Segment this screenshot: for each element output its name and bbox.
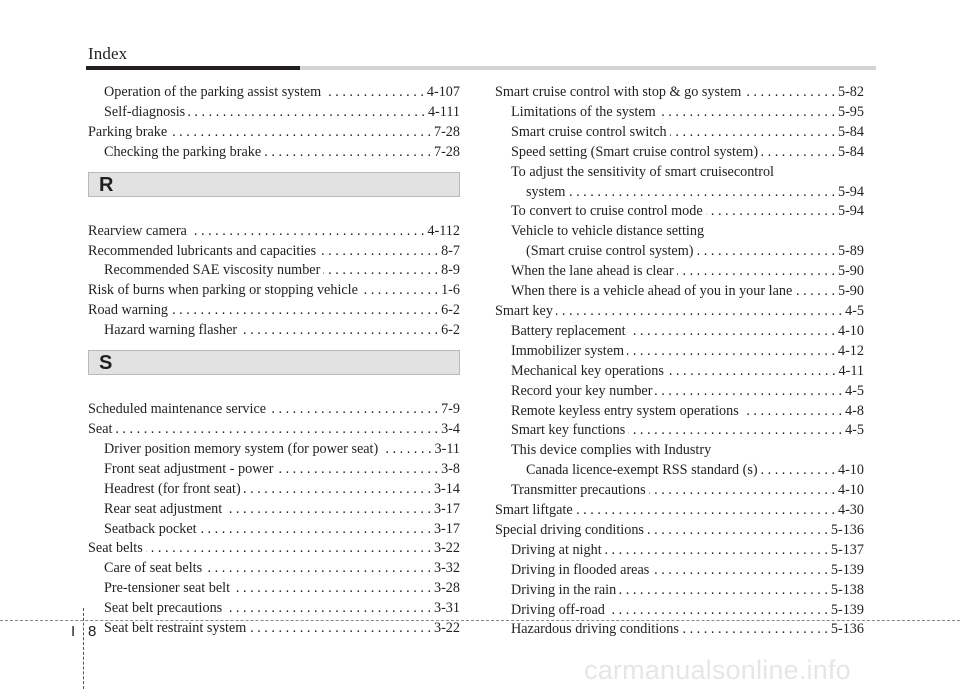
index-entry-page: 5-90 [837,263,864,280]
index-entry [495,402,864,422]
dot-leader [682,620,828,640]
dot-leader [761,143,835,163]
index-entry-text: Recommended SAE viscosity number [104,262,321,279]
dot-leader [761,461,835,481]
index-entry-text: Recommended lubricants and capacities [88,242,317,259]
dot-leader [146,539,431,559]
index-entry-text: (Smart cruise control system) [526,243,694,260]
index-entry-page: 4-10 [837,482,864,499]
index-entry-continued: To adjust the sensitivity of smart cruisecontrol [511,163,775,180]
index-entry [495,282,864,302]
index-entry-page: 7-28 [433,123,460,140]
index-entry-text: Transmitter precautions [511,482,646,499]
dot-leader [324,83,424,103]
section-letter-header [88,172,460,197]
index-entry-text: Self-diagnosis [104,103,186,120]
index-entry [88,400,460,420]
dot-leader [556,302,842,322]
index-entry [88,321,460,341]
dot-leader [608,601,828,621]
index-entry [495,421,864,441]
dot-leader [225,599,431,619]
index-entry [495,461,864,481]
index-entry-text: Pre-tensioner seat belt [104,580,231,597]
dot-leader [361,281,438,301]
index-entry-text: Battery replacement [511,322,626,339]
section-letter-header [88,350,460,375]
index-entry [495,302,864,322]
index-entry [495,123,864,143]
footer-divider-horizontal [0,620,960,621]
dot-leader [744,83,835,103]
index-entry-text: Driving off-road [511,601,605,618]
index-entry-text: Driving in the rain [511,581,617,598]
section-letter: R [99,173,114,196]
index-entry-page: 5-94 [837,183,864,200]
index-entry-page: 4-111 [427,103,460,120]
index-entry [495,183,864,203]
index-entry-page: 3-8 [441,460,460,477]
index-entry-text: Parking brake [88,123,168,140]
index-entry-page: 3-22 [433,540,460,557]
index-entry-page: 3-4 [441,420,460,437]
index-entry-text: Seat [88,420,113,437]
index-entry [88,539,460,559]
index-entry [88,440,460,460]
dot-leader [381,440,431,460]
index-entry-text: system [526,183,566,200]
index-entry [88,619,460,639]
dot-leader [655,382,842,402]
index-entry-page: 5-82 [837,84,864,100]
dot-leader [225,500,431,520]
index-entry-text: Smart liftgate [495,502,573,519]
dot-leader [706,202,835,222]
index-entry-text: Care of seat belts [104,560,203,577]
index-entry-page: 4-5 [845,302,864,319]
index-entry [88,559,460,579]
index-entry-text: Seat belt precautions [104,600,223,617]
index-entry-text: Smart cruise control with stop & go system [495,84,742,100]
dot-leader [659,103,835,123]
index-entry-text: Rear seat adjustment [104,500,223,517]
index-entry [495,581,864,601]
index-entry-page: 3-11 [434,440,460,457]
index-entry-page: 3-32 [433,560,460,577]
index-entry-page: 3-17 [433,500,460,517]
index-entry-page: 4-10 [837,462,864,479]
header-rule [86,66,876,70]
dot-leader [628,421,842,441]
index-entry-page: 8-7 [441,242,460,259]
index-entry-text: Smart key functions [511,422,626,439]
index-entry-text: Scheduled maintenance service [88,401,267,418]
dot-leader [240,321,438,341]
index-entry-page: 5-84 [837,123,864,140]
index-entry-text: Hazard warning flasher [104,322,238,339]
index-entry-text: Hazardous driving conditions [511,621,679,638]
index-entry-page: 4-107 [426,84,460,100]
index-entry [495,202,864,222]
dot-leader [200,520,431,540]
dot-leader [649,481,835,501]
dot-leader [319,242,438,262]
index-entry-text: Driving at night [511,541,602,558]
index-entry [88,420,460,440]
index-entry-text: Road warning [88,302,168,319]
index-entry [495,620,864,640]
index-entry [88,599,460,619]
index-entry-text: Operation of the parking assist system [104,84,322,100]
dot-leader [205,559,431,579]
index-entry-page: 6-2 [441,302,460,319]
index-entry-text: Record your key number [511,382,653,399]
dot-leader [568,183,835,203]
index-entry-text: Limitations of the system [511,103,656,120]
index-entry-page: 5-137 [830,541,864,558]
index-entry [495,481,864,501]
dot-leader [276,460,438,480]
index-entry [88,83,460,103]
index-entry-text: Risk of burns when parking or stopping vehicle [88,282,358,299]
index-entry [495,362,864,382]
index-entry-page: 5-139 [830,601,864,618]
dot-leader [627,342,835,362]
index-entry-page: 8-9 [441,262,460,279]
index-entry-page: 5-136 [830,521,864,538]
index-entry [495,501,864,521]
index-entry-text: Smart cruise control switch [511,123,667,140]
index-entry-page: 4-11 [838,362,864,379]
index-entry [88,261,460,281]
index-entry-page: 4-30 [837,502,864,519]
dot-leader [244,480,431,500]
index-entry-page: 5-138 [830,581,864,598]
index-entry [88,281,460,301]
index-entry [88,520,460,540]
index-entry-text: Mechanical key operations [511,362,664,379]
index-entry-page: 3-22 [433,620,460,637]
index-entry-text: Rearview camera [88,222,187,239]
index-entry [88,103,460,123]
index-entry-text: Immobilizer system [511,342,625,359]
page-title: Index [88,44,128,63]
index-entry [88,500,460,520]
index-entry-page: 3-28 [433,580,460,597]
index-entry-page: 6-2 [441,322,460,339]
dot-leader [619,581,828,601]
index-entry-page: 5-84 [837,143,864,160]
index-entry-continued: This device complies with Industry [511,442,712,459]
index-entry-text: When the lane ahead is clear [511,263,674,280]
dot-leader [170,123,431,143]
index-entry-page: 3-14 [433,480,460,497]
index-entry-text: Front seat adjustment - power [104,460,274,477]
index-entry-text: Driver position memory system (for power seat) [104,440,379,457]
dot-leader [323,261,438,281]
dot-leader [605,541,828,561]
index-entry [88,123,460,143]
footer-page-number: 8 [88,623,97,640]
index-entry-text: Canada licence-exempt RSS standard (s) [526,462,758,479]
dot-leader [188,103,425,123]
index-entry-page: 5-94 [837,203,864,220]
index-entry-text: To convert to cruise control mode [511,203,703,220]
dot-leader [677,262,835,282]
index-entry-page: 4-5 [845,382,864,399]
index-entry-page: 1-6 [441,282,460,299]
index-entry-text: Seatback pocket [104,520,197,537]
index-entry-continued: Vehicle to vehicle distance setting [511,223,705,240]
dot-leader [667,362,836,382]
index-entry [495,561,864,581]
index-entry-page: 4-5 [845,422,864,439]
index-entry-page: 3-31 [433,600,460,617]
dot-leader [647,521,828,541]
index-entry [88,143,460,163]
index-entry-page: 3-17 [433,520,460,537]
index-entry [88,301,460,321]
index-entry [495,601,864,621]
dot-leader [652,561,828,581]
index-entry-page: 4-10 [837,322,864,339]
index-entry [88,222,460,242]
index-entry-text: Seat belt restraint system [104,620,247,637]
index-entry-text: Seat belts [88,540,143,557]
index-entry-page: 5-139 [830,561,864,578]
dot-leader [171,301,438,321]
index-entry-text: Driving in flooded areas [511,561,650,578]
index-entry-text: When there is a vehicle ahead of you in your lane [511,283,793,300]
index-entry-text: Checking the parking brake [104,143,262,160]
dot-leader [249,619,431,639]
index-entry [495,242,864,262]
index-entry [495,322,864,342]
dot-leader [190,222,425,242]
index-entry-page: 4-112 [427,222,460,239]
index-entry [495,83,864,103]
index-entry [495,262,864,282]
index-entry-text: Special driving conditions [495,521,644,538]
index-column-right [495,83,864,640]
dot-leader [264,143,431,163]
index-entry-page: 5-90 [837,283,864,300]
index-entry-text: Smart key [495,302,553,319]
dot-leader [115,420,438,440]
index-entry [88,579,460,599]
index-entry [88,480,460,500]
section-letter: S [99,352,113,375]
index-entry [495,541,864,561]
dot-leader [670,123,835,143]
index-entry-text: Speed setting (Smart cruise control system) [511,143,759,160]
index-entry-page: 4-12 [837,342,864,359]
index-column-left [88,83,460,639]
index-entry [495,382,864,402]
index-entry-page: 5-136 [830,621,864,638]
index-entry-text: Remote keyless entry system operations [511,402,739,419]
index-entry-page: 7-28 [433,143,460,160]
index-entry [495,521,864,541]
footer-section-letter: I [71,623,76,640]
index-entry-page: 5-89 [837,243,864,260]
index-entry-page: 4-8 [845,402,864,419]
dot-leader [233,579,431,599]
index-entry [495,143,864,163]
index-entry-page: 5-95 [837,103,864,120]
index-entry [495,103,864,123]
dot-leader [576,501,835,521]
dot-leader [629,322,835,342]
index-entry [88,460,460,480]
watermark: carmanualsonline.info [584,655,851,685]
dot-leader [795,282,835,302]
dot-leader [742,402,842,422]
dot-leader [696,242,835,262]
index-entry [495,342,864,362]
dot-leader [269,400,438,420]
index-entry-page: 7-9 [441,401,460,418]
index-entry-text: Headrest (for front seat) [104,480,241,497]
index-entry [88,242,460,262]
